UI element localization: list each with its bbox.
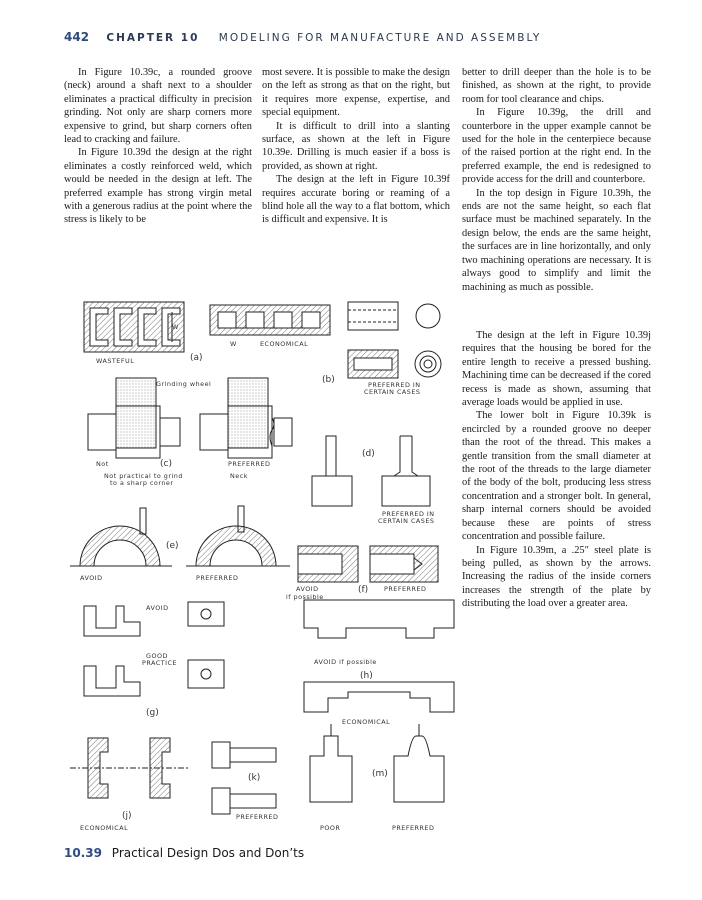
- label-not-practical-2: to a sharp corner: [110, 479, 174, 487]
- drawing-f: [298, 546, 438, 582]
- drawing-k: [212, 742, 276, 814]
- drawing-g: [84, 602, 224, 696]
- text-column-3-continued: [462, 329, 651, 611]
- label-avoid-g: AVOID: [146, 604, 169, 612]
- label-good-practice-1: GOOD: [146, 652, 168, 660]
- label-preferred-k: PREFERRED: [236, 813, 279, 821]
- label-w-right: W: [230, 340, 237, 348]
- label-grinding-wheel: Grinding wheel: [156, 380, 212, 388]
- label-preferred-m: PREFERRED: [392, 824, 435, 832]
- drawing-c-not: [88, 378, 180, 458]
- paragraph: In Figure 10.39c, a rounded groove (neck) around a shaft next to a shoulder eliminates a practical difficulty in precision grinding. Not only are sharp corners more expensive to grind, but sharp corners often lead to cracking and failure.: [64, 67, 252, 146]
- label-economical-j: ECONOMICAL: [80, 824, 129, 832]
- text-column-3: [462, 66, 651, 294]
- label-poor-m: POOR: [320, 824, 341, 832]
- label-good-practice-2: PRACTICE: [142, 659, 178, 667]
- label-avoid-f-2: if possible: [286, 593, 324, 601]
- label-preferred-b-1: PREFERRED IN: [368, 381, 421, 389]
- paragraph: most severe. It is possible to make the design on the left as strong as that on the right, but it requires more expense, expertise, and special equipment.: [262, 67, 450, 119]
- paragraph: In Figure 10.39d the design at the right eliminates a costly reinforced weld, which would be needed in the design at left. The preferred example has strong virgin metal with a generous radius at the point where the stress is likely to be: [64, 147, 252, 226]
- label-avoid-f-1: AVOID: [296, 585, 319, 593]
- paragraph: The design at the left in Figure 10.39j requires that the housing be bored for the entire length to receive a pressed bushing. Machining time can be decreased if the cored recess is made as shown, assuming that average loads would be applied in use.: [462, 330, 651, 409]
- label-sub-g: (g): [146, 708, 159, 718]
- label-wasteful: WASTEFUL: [96, 357, 135, 365]
- label-w-left: W: [172, 323, 179, 331]
- label-preferred-e: PREFERRED: [196, 574, 239, 582]
- chapter-title: MODELING FOR MANUFACTURE AND ASSEMBLY: [218, 32, 542, 44]
- drawing-d: [312, 436, 430, 506]
- drawing-j: [70, 738, 190, 798]
- design-figure: [60, 290, 455, 840]
- label-preferred-b-2: CERTAIN CASES: [364, 388, 421, 396]
- figure-number: 10.39: [64, 846, 102, 860]
- running-header: [64, 30, 541, 48]
- text-column-2: [262, 66, 450, 227]
- drawing-m: [310, 724, 444, 802]
- label-not-practical-1: Not practical to grind: [104, 472, 183, 480]
- label-sub-f: (f): [358, 585, 369, 595]
- paragraph: The design at the left in Figure 10.39f requires accurate boring or reaming of a blind hole all the way to a flat bottom, which is difficult and expensive. It is: [262, 174, 450, 226]
- paragraph: The lower bolt in Figure 10.39k is encircled by a rounded groove no deeper than the root of the thread. This makes a gentle transition from the small diameter at the root of the threads to the large diameter of the body of the bolt, producing less stress concentration and a stronger bolt. In general, sharp internal corners should be avoided because these are points of stress concentration and possible failure.: [462, 410, 651, 543]
- drawing-e: [70, 506, 290, 566]
- figure-caption: [64, 846, 304, 860]
- label-sub-b: (b): [322, 375, 335, 385]
- label-avoid-e: AVOID: [80, 574, 103, 582]
- label-sub-a: (a): [190, 353, 203, 363]
- label-sub-k: (k): [248, 773, 261, 783]
- label-preferred-f: PREFERRED: [384, 585, 427, 593]
- label-not: Not: [96, 460, 109, 468]
- paragraph: In the top design in Figure 10.39h, the ends are not the same height, so each flat surface must be machined separately. In the design below, the ends are the same height, the surfaces are in line horizontally, and only two machining operations are necessary. It is always good to simplify and limit the machining as much as possible.: [462, 187, 651, 293]
- paragraph: In Figure 10.39m, a .25″ steel plate is being pulled, as shown by the arrows. Increasing the radius of the inside corners increases the strength of the plate by distributing the load over a greater area.: [462, 544, 651, 610]
- drawing-c-preferred: [200, 378, 292, 458]
- label-economical-a: ECONOMICAL: [260, 340, 309, 348]
- label-preferred-c: PREFERRED: [228, 460, 271, 468]
- text-column-1: [64, 66, 252, 227]
- label-sub-c: (c): [160, 459, 172, 469]
- drawing-a-wasteful: [84, 302, 184, 352]
- label-sub-j: (j): [122, 811, 132, 821]
- label-preferred-d-1: PREFERRED IN: [382, 510, 435, 518]
- label-avoid-h: AVOID if possible: [314, 658, 377, 666]
- drawing-h: [304, 600, 454, 712]
- label-sub-m: (m): [372, 769, 388, 779]
- label-preferred-d-2: CERTAIN CASES: [378, 517, 435, 525]
- paragraph: better to drill deeper than the hole is to be finished, as shown at the right, to provide room for tool clearance and chips.: [462, 67, 651, 105]
- label-neck: Neck: [230, 472, 248, 480]
- label-economical-h: ECONOMICAL: [342, 718, 391, 726]
- label-sub-d: (d): [362, 449, 375, 459]
- figure-title: Practical Design Dos and Don’ts: [111, 846, 305, 860]
- label-sub-e: (e): [166, 541, 179, 551]
- paragraph: In Figure 10.39g, the drill and counterbore in the upper example cannot be used for the hole in the centerpiece because of the raised portion at the right end. In the preferred example, the end is redesigned to provide access for the drill and counterbore.: [462, 107, 651, 186]
- page-number: 442: [64, 30, 90, 44]
- label-sub-h: (h): [360, 671, 373, 681]
- chapter-label: CHAPTER 10: [106, 32, 200, 44]
- drawing-b: [348, 302, 441, 378]
- drawing-a-economical: [210, 305, 330, 335]
- paragraph: It is difficult to drill into a slanting surface, as shown at the left in Figure 10.39e. Drilling is much easier if a boss is provided, as shown at right.: [262, 120, 450, 172]
